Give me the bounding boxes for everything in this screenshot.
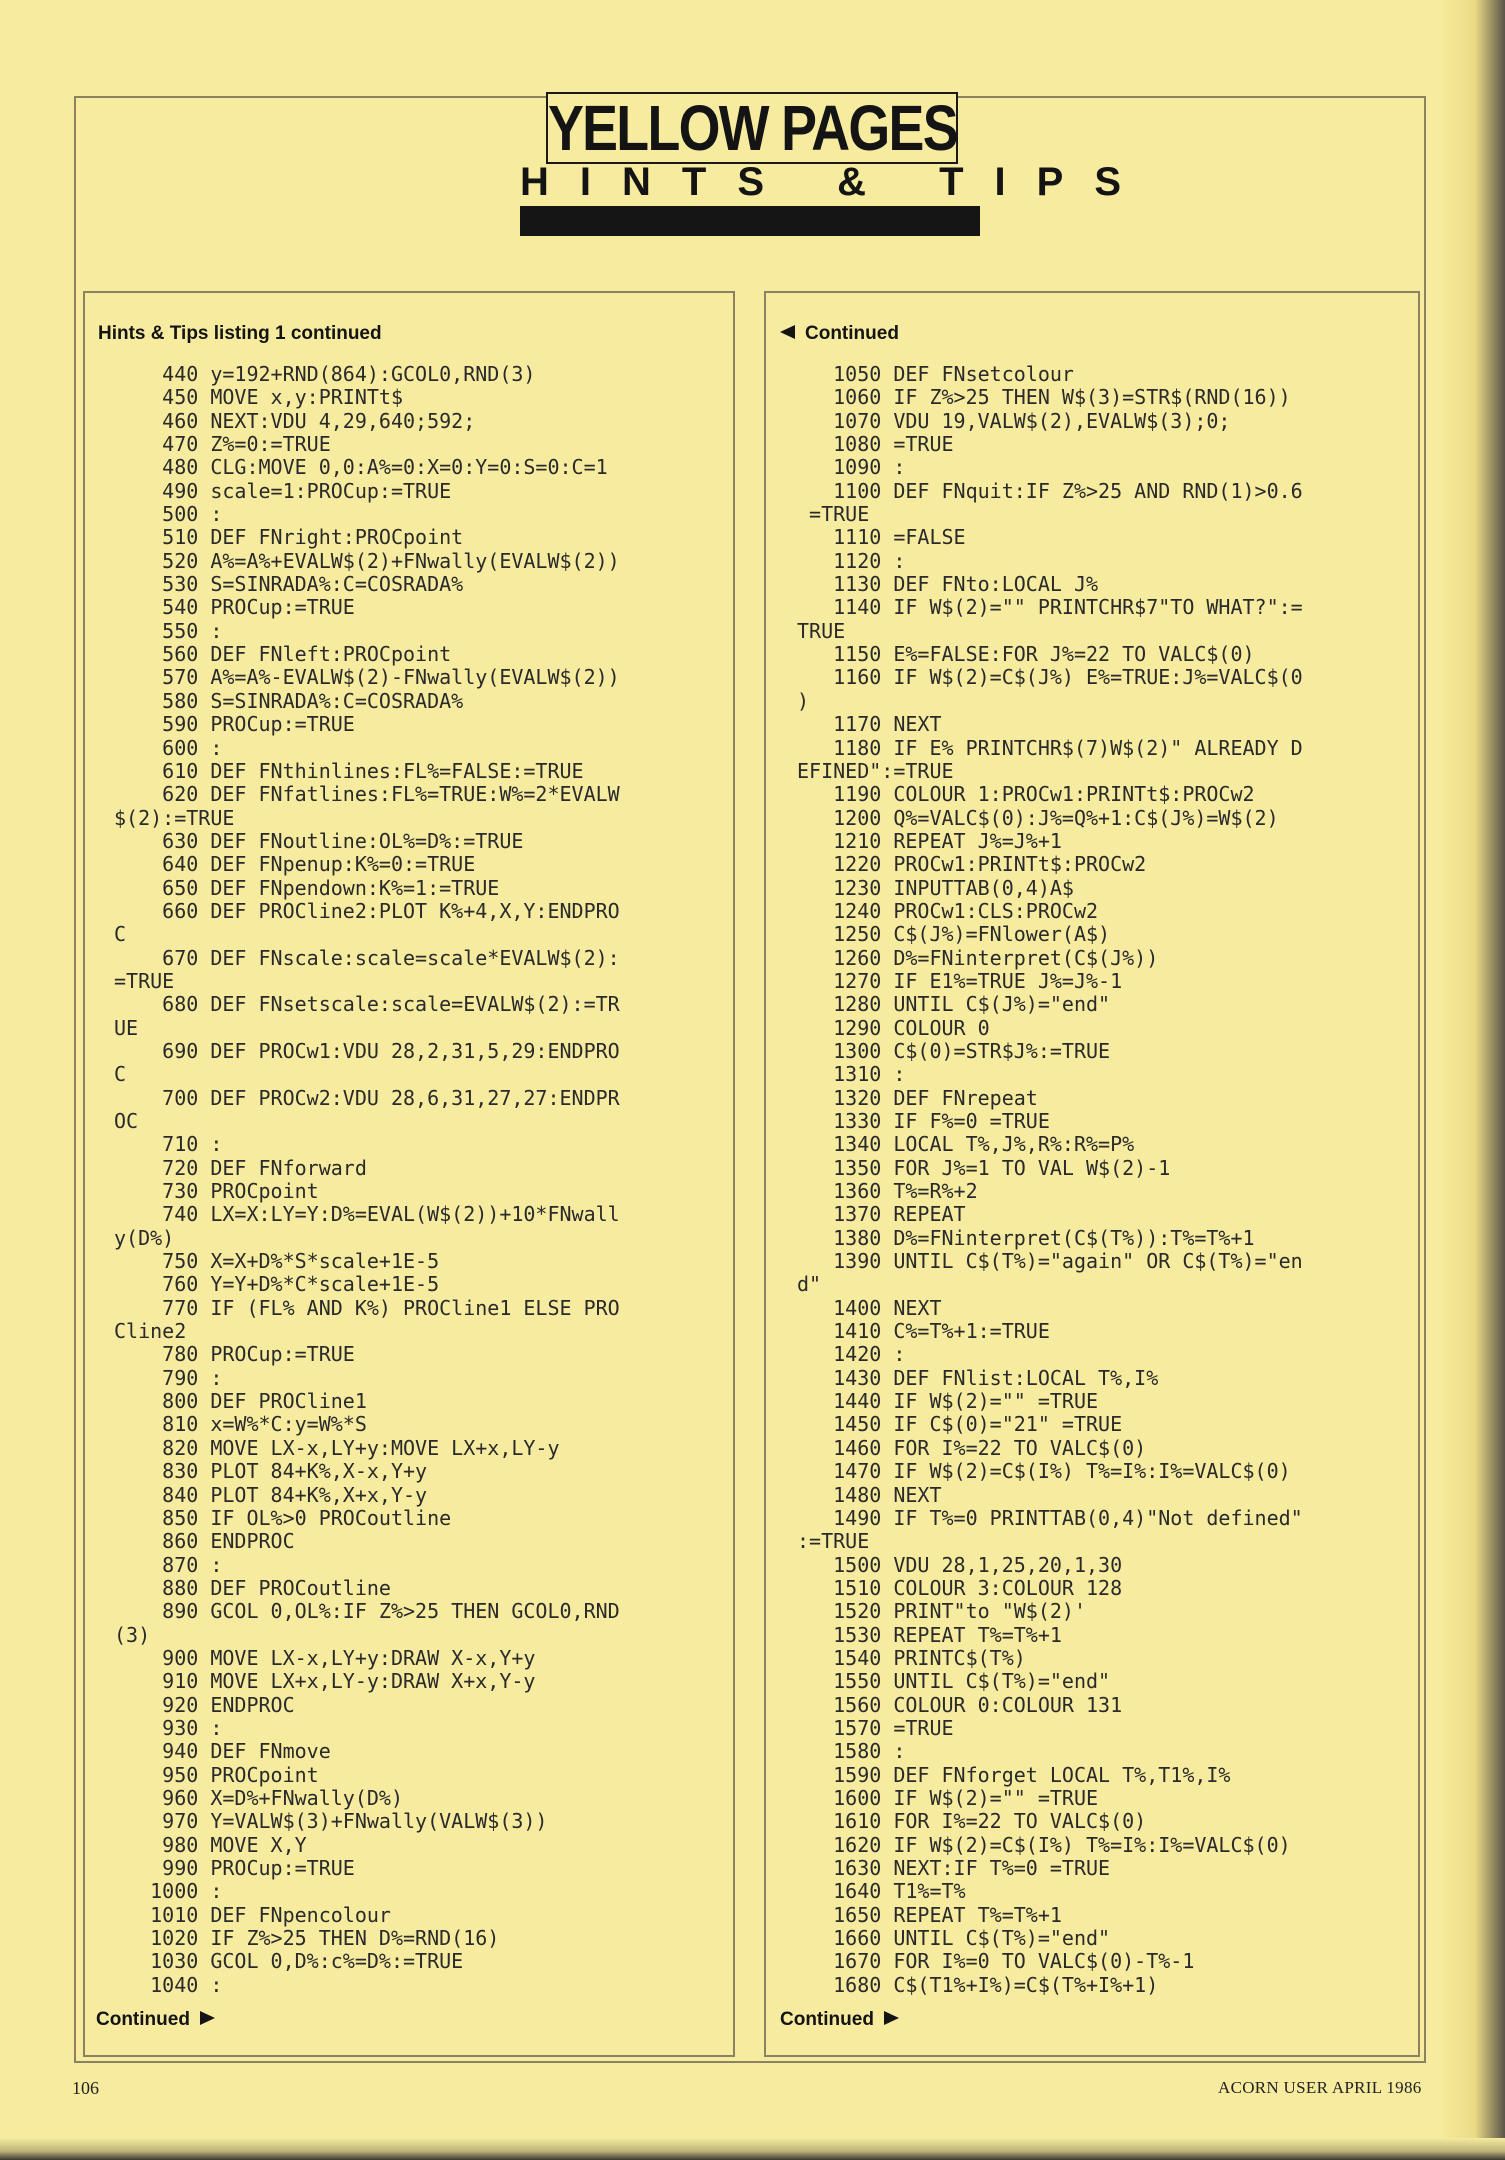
masthead-subtitle: HINTS & TIPS xyxy=(520,160,1153,204)
arrow-right-icon xyxy=(884,2011,899,2025)
continued-text: Continued xyxy=(780,2009,874,2030)
continued-footer xyxy=(780,2009,899,2031)
column-heading xyxy=(98,323,382,345)
column-heading-text: Hints & Tips listing 1 continued xyxy=(98,323,382,344)
masthead-title-box xyxy=(546,92,958,164)
code-listing: 440 y=192+RND(864):GCOL0,RND(3) 450 MOVE x,y:PRINTt$ 460 NEXT:VDU 4,29,640;592; 470 Z%=0:=TRUE 480 CLG:MOVE 0,0:A%=0:X=0:Y=0:S=0:C=1 490 scale=1:PROCup:=TRUE 500 : 510 DEF FNright:PROCpoint 520 A%=A%+EVALW$(2)+FNwally(EVALW$(2)) 530 S=SINRADA%:C=COSRADA% 540 PROCup:=TRUE 550 : 560 DEF FNleft:PROCpoint 570 A%=A%-EVALW$(2)-FNwally(EVALW$(2)) 580 S=SINRADA%:C=COSRADA% 590 PROCup:=TRUE 600 : 610 DEF FNthinlines:FL%=FALSE:=TRUE 620 DEF FNfatlines:FL%=TRUE:W%=2*EVALW $(2):=TRUE 630 DEF FNoutline:OL%=D%:=TRUE 640 DEF FNpenup:K%=0:=TRUE 650 DEF FNpendown:K%=1:=TRUE 660 DEF PROCline2:PLOT K%+4,X,Y:ENDPRO C 670 DEF FNscale:scale=scale*EVALW$(2): =TRUE 680 DEF FNsetscale:scale=EVALW$(2):=TR UE 690 DEF PROCw1:VDU 28,2,31,5,29:ENDPRO C 700 DEF PROCw2:VDU 28,6,31,27,27:ENDPR OC 710 : 720 DEF FNforward 730 PROCpoint 740 LX=X:LY=Y:D%=EVAL(W$(2))+10*FNwall y(D%) 750 X=X+D%*S*scale+1E-5 760 Y=Y+D%*C*scale+1E-5 770 IF (FL% AND K%) PROCline1 ELSE PRO Cline2 780 PROCup:=TRUE 790 : 800 DEF PROCline1 810 x=W%*C:y=W%*S 820 MOVE LX-x,LY+y:MOVE LX+x,LY-y 830 PLOT 84+K%,X-x,Y+y 840 PLOT 84+K%,X+x,Y-y 850 IF OL%>0 PROCoutline 860 ENDPROC 870 : 880 DEF PROCoutline 890 GCOL 0,OL%:IF Z%>25 THEN GCOL0,RND (3) 900 MOVE LX-x,LY+y:DRAW X-x,Y+y 910 MOVE LX+x,LY-y:DRAW X+x,Y-y 920 ENDPROC 930 : 940 DEF FNmove 950 PROCpoint 960 X=D%+FNwally(D%) 970 Y=VALW$(3)+FNwally(VALW$(3)) 980 MOVE X,Y 990 PROCup:=TRUE 1000 : 1010 DEF FNpencolour 1020 IF Z%>25 THEN D%=RND(16) 1030 GCOL 0,D%:c%=D%:=TRUE 1040 : xyxy=(114,362,620,1997)
masthead-bar xyxy=(520,206,980,236)
continued-footer xyxy=(96,2009,215,2031)
masthead-title: YELLOW PAGES xyxy=(547,92,957,164)
listing-column-left xyxy=(83,291,735,2057)
page-edge-shadow xyxy=(1438,0,1505,2160)
page-bottom-shadow xyxy=(0,2138,1505,2160)
column-heading-text: Continued xyxy=(805,323,899,344)
publication-footer: ACORN USER APRIL 1986 xyxy=(1218,2078,1422,2097)
continued-text: Continued xyxy=(96,2009,190,2030)
code-listing: 1050 DEF FNsetcolour 1060 IF Z%>25 THEN W$(3)=STR$(RND(16)) 1070 VDU 19,VALW$(2),EVALW$(3);0; 1080 =TRUE 1090 : 1100 DEF FNquit:IF Z%>25 AND RND(1)>0.6 =TRUE 1110 =FALSE 1120 : 1130 DEF FNto:LOCAL J% 1140 IF W$(2)="" PRINTCHR$7"TO WHAT?":= TRUE 1150 E%=FALSE:FOR J%=22 TO VALC$(0) 1160 IF W$(2)=C$(J%) E%=TRUE:J%=VALC$(0 ) 1170 NEXT 1180 IF E% PRINTCHR$(7)W$(2)" ALREADY D EFINED":=TRUE 1190 COLOUR 1:PROCw1:PRINTt$:PROCw2 1200 Q%=VALC$(0):J%=Q%+1:C$(J%)=W$(2) 1210 REPEAT J%=J%+1 1220 PROCw1:PRINTt$:PROCw2 1230 INPUTTAB(0,4)A$ 1240 PROCw1:CLS:PROCw2 1250 C$(J%)=FNlower(A$) 1260 D%=FNinterpret(C$(J%)) 1270 IF E1%=TRUE J%=J%-1 1280 UNTIL C$(J%)="end" 1290 COLOUR 0 1300 C$(0)=STR$J%:=TRUE 1310 : 1320 DEF FNrepeat 1330 IF F%=0 =TRUE 1340 LOCAL T%,J%,R%:R%=P% 1350 FOR J%=1 TO VAL W$(2)-1 1360 T%=R%+2 1370 REPEAT 1380 D%=FNinterpret(C$(T%)):T%=T%+1 1390 UNTIL C$(T%)="again" OR C$(T%)="en d" 1400 NEXT 1410 C%=T%+1:=TRUE 1420 : 1430 DEF FNlist:LOCAL T%,I% 1440 IF W$(2)="" =TRUE 1450 IF C$(0)="21" =TRUE 1460 FOR I%=22 TO VALC$(0) 1470 IF W$(2)=C$(I%) T%=I%:I%=VALC$(0) 1480 NEXT 1490 IF T%=0 PRINTTAB(0,4)"Not defined" :=TRUE 1500 VDU 28,1,25,20,1,30 1510 COLOUR 3:COLOUR 128 1520 PRINT"to "W$(2)' 1530 REPEAT T%=T%+1 1540 PRINTC$(T%) 1550 UNTIL C$(T%)="end" 1560 COLOUR 0:COLOUR 131 1570 =TRUE 1580 : 1590 DEF FNforget LOCAL T%,T1%,I% 1600 IF W$(2)="" =TRUE 1610 FOR I%=22 TO VALC$(0) 1620 IF W$(2)=C$(I%) T%=I%:I%=VALC$(0) 1630 NEXT:IF T%=0 =TRUE 1640 T1%=T% 1650 REPEAT T%=T%+1 1660 UNTIL C$(T%)="end" 1670 FOR I%=0 TO VALC$(0)-T%-1 1680 C$(T1%+I%)=C$(T%+I%+1) xyxy=(797,362,1303,1997)
arrow-right-icon xyxy=(200,2011,215,2025)
listing-column-right xyxy=(764,291,1420,2057)
page-number: 106 xyxy=(72,2078,99,2098)
column-heading xyxy=(780,323,899,345)
arrow-left-icon xyxy=(780,325,795,339)
